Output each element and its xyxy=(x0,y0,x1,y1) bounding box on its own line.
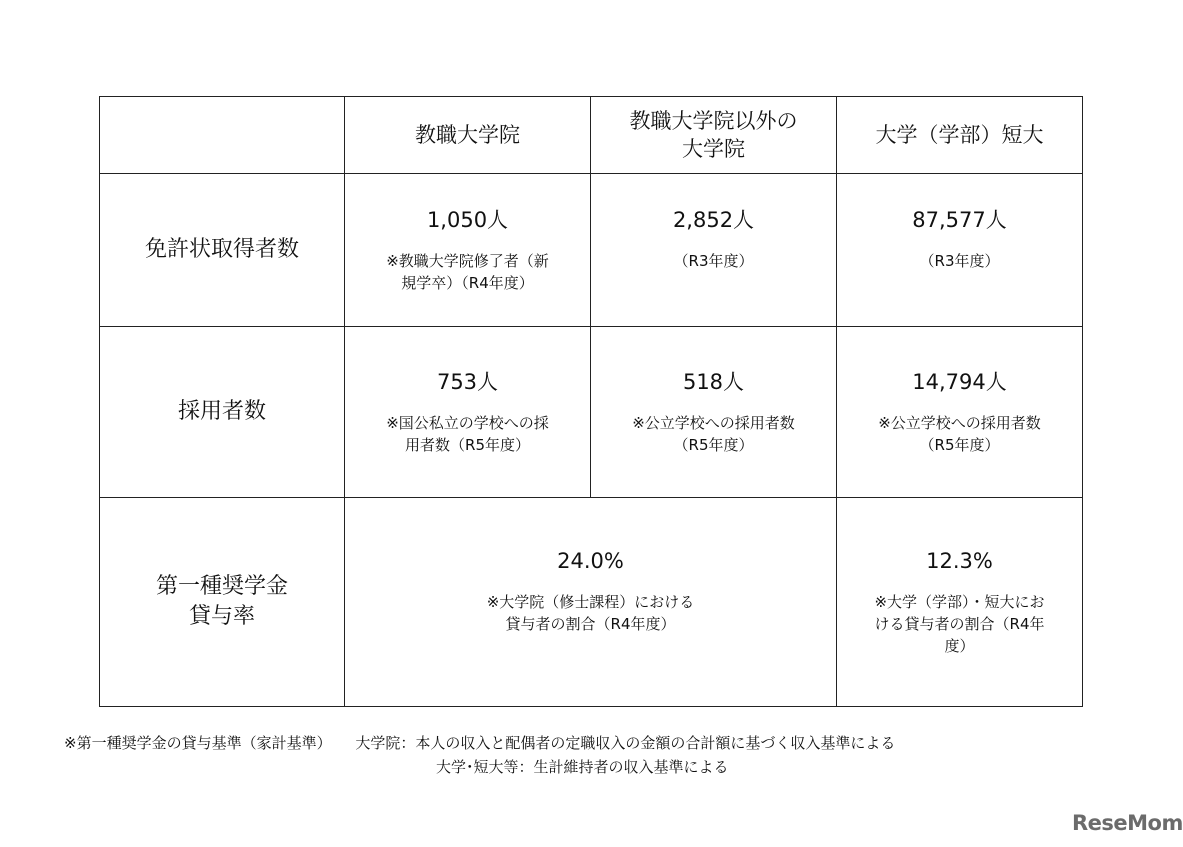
note-line: 貸与者の割合（R4年度） xyxy=(505,615,676,633)
cell-value xyxy=(591,174,837,327)
footnote xyxy=(64,731,895,779)
resemom-logo: ReseMom xyxy=(1072,811,1183,835)
row-label-line2: 貸与率 xyxy=(188,604,255,629)
note-line: （R3年度） xyxy=(919,252,1000,270)
hired-kyoshoku: 753人 xyxy=(436,370,499,394)
note-line: 用者数（R5年度） xyxy=(405,436,530,454)
footnote-graduate-criteria: 大学院：本人の収入と配偶者の定職収入の金額の合計額に基づく収入基準による xyxy=(355,734,896,752)
note-line: ※国公私立の学校への採 xyxy=(386,414,549,432)
note-line: 規学卒）（R4年度） xyxy=(401,274,534,292)
row-label-scholarship-rate xyxy=(100,498,345,707)
license-holders-kyoshoku: 1,050人 xyxy=(426,208,509,232)
cell-value xyxy=(837,174,1083,327)
comparison-table xyxy=(99,96,1083,707)
header-other-graduate-schools xyxy=(591,97,837,174)
table-row xyxy=(100,174,1083,327)
footnote-line1 xyxy=(64,731,895,755)
note-line: 度） xyxy=(944,637,975,655)
header-other-line1: 教職大学院以外の xyxy=(629,109,798,133)
footnote-line2 xyxy=(64,755,895,779)
row-label-line1: 第一種奨学金 xyxy=(155,574,288,599)
note-line: （R5年度） xyxy=(673,436,754,454)
note-line: ※教職大学院修了者（新 xyxy=(386,252,549,270)
header-empty-cell xyxy=(100,97,345,174)
note-line: （R5年度） xyxy=(919,436,1000,454)
header-other-line2: 大学院 xyxy=(682,137,745,161)
scholarship-rate-university: 12.3% xyxy=(926,549,993,573)
hired-other-graduate: 518人 xyxy=(682,370,745,394)
cell-value xyxy=(591,327,837,498)
cell-value xyxy=(837,498,1083,707)
cell-value xyxy=(345,498,837,707)
table-row xyxy=(100,327,1083,498)
table-row xyxy=(100,498,1083,707)
footnote-label: ※第一種奨学金の貸与基準（家計基準） xyxy=(64,734,332,752)
license-holders-university: 87,577人 xyxy=(912,208,1007,232)
footnote-university-criteria: 大学･短大等：生計維持者の収入基準による xyxy=(436,758,729,776)
header-kyoshoku-daigakuin: 教職大学院 xyxy=(345,97,591,174)
scholarship-rate-graduate: 24.0% xyxy=(557,549,624,573)
row-label-license-holders: 免許状取得者数 xyxy=(100,174,345,327)
header-university-junior-college: 大学（学部）短大 xyxy=(837,97,1083,174)
cell-value xyxy=(345,327,591,498)
header-row xyxy=(100,97,1083,174)
row-label-hired: 採用者数 xyxy=(100,327,345,498)
note-line: （R3年度） xyxy=(673,252,754,270)
license-holders-other-graduate: 2,852人 xyxy=(672,208,755,232)
note-line: ※公立学校への採用者数 xyxy=(878,414,1041,432)
hired-university: 14,794人 xyxy=(912,370,1007,394)
cell-value xyxy=(345,174,591,327)
note-line: ※公立学校への採用者数 xyxy=(632,414,795,432)
note-line: ※大学（学部）・短大にお xyxy=(874,593,1045,611)
note-line: ※大学院（修士課程）における xyxy=(486,593,695,611)
note-line: ける貸与者の割合（R4年 xyxy=(874,615,1045,633)
cell-value xyxy=(837,327,1083,498)
